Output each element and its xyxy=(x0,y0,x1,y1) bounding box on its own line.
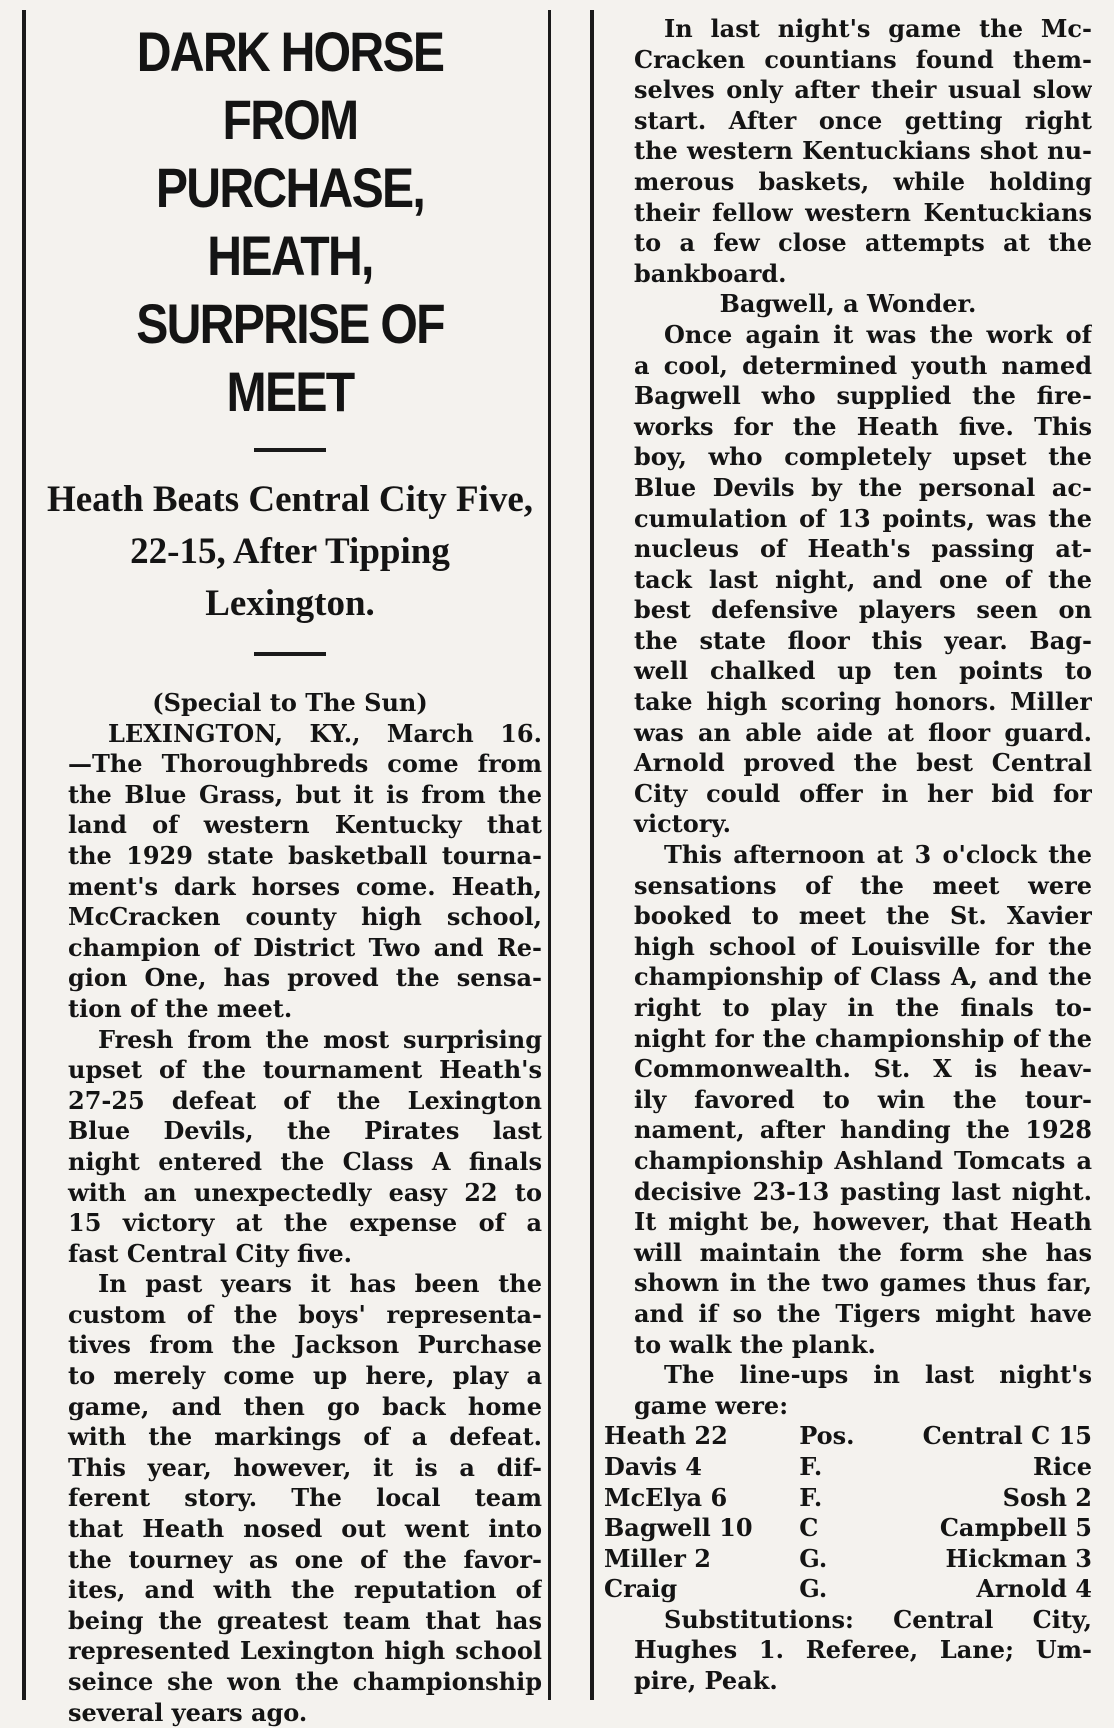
text-line: pire, Peak. xyxy=(634,1666,778,1696)
lineup-cell: Hickman 3 xyxy=(945,1543,1092,1573)
lineup-header-row xyxy=(604,1421,1092,1452)
text-line: take high scoring honors. Miller xyxy=(634,687,1092,717)
text-line: ment's dark horses come. Heath, xyxy=(68,871,542,901)
left-column xyxy=(38,18,542,1728)
text-line: with the markings of a defeat. xyxy=(68,1422,542,1452)
subhead xyxy=(38,474,542,630)
paragraph xyxy=(38,1269,542,1728)
text-line: City could offer in her bid for xyxy=(634,778,1092,808)
text-line: Blue Devils by the personal ac- xyxy=(634,472,1092,502)
center-rule-left xyxy=(548,10,551,1700)
text-line: fast Central City five. xyxy=(68,1238,353,1268)
text-line: —The Thoroughbreds come from xyxy=(68,749,542,779)
headline-line: PURCHASE, HEATH, xyxy=(155,156,425,287)
lineup-cell: F. xyxy=(799,1482,823,1512)
lineup-cell: Central C 15 xyxy=(922,1421,1092,1451)
text-line: 15 victory at the expense of a xyxy=(68,1208,542,1238)
subhead-line: Heath Beats Central City Five, xyxy=(46,479,534,520)
lineup-row xyxy=(604,1452,1092,1483)
right-body xyxy=(604,14,1092,1697)
right-paragraphs-2 xyxy=(604,320,1092,1421)
lineup-cell: F. xyxy=(799,1451,823,1481)
text-line: several years ago. xyxy=(68,1697,308,1727)
right-paragraphs xyxy=(604,14,1092,289)
text-line: game, and then go back home xyxy=(68,1391,542,1421)
text-line: victory. xyxy=(634,809,731,839)
text-line: best defensive players seen on xyxy=(634,595,1092,625)
text-line: 27-25 defeat of the Lexington xyxy=(68,1085,542,1115)
text-line: decisive 23-13 pasting last night. xyxy=(634,1176,1092,1206)
closing-paragraph xyxy=(604,1605,1092,1697)
center-rule-right xyxy=(590,10,594,1700)
text-line: Arnold proved the best Central xyxy=(634,748,1092,778)
divider xyxy=(254,448,326,452)
text-line: their fellow western Kentuckians xyxy=(634,197,1092,227)
lineup-cell: G. xyxy=(799,1574,828,1604)
text-line: In past years it has been the xyxy=(98,1269,542,1299)
text-line: to a few close attempts at the xyxy=(634,228,1092,258)
lineup-cell: Bagwell 10 xyxy=(604,1513,753,1543)
text-line: championship of Class A, and the xyxy=(634,962,1092,992)
text-line: that Heath nosed out went into xyxy=(68,1514,542,1544)
text-line: ily favored to win the tour- xyxy=(634,1084,1092,1114)
text-line: tives from the Jackson Purchase xyxy=(68,1330,542,1360)
lineup-row xyxy=(604,1513,1092,1544)
text-line: Bagwell who supplied the fire- xyxy=(634,381,1092,411)
text-line: upset of the tournament Heath's xyxy=(68,1055,542,1085)
section-subtitle: Bagwell, a Wonder. xyxy=(719,289,977,319)
right-column xyxy=(604,14,1092,1697)
paragraph xyxy=(38,1025,542,1270)
text-line: shown in the two games thus far, xyxy=(634,1268,1092,1298)
lineup-cell: Rice xyxy=(1033,1451,1092,1481)
text-line: game were: xyxy=(634,1390,789,1420)
text-line: start. After once getting right xyxy=(634,105,1092,135)
text-line: the western Kentuckians shot nu- xyxy=(634,136,1092,166)
lineup-row xyxy=(604,1483,1092,1514)
text-line: Commonwealth. St. X is heav- xyxy=(634,1054,1092,1084)
subhead-line: 22-15, After Tipping xyxy=(130,531,450,572)
text-line: Cracken countians found them- xyxy=(634,44,1092,74)
text-line: This year, however, it is a dif- xyxy=(68,1452,542,1482)
text-line: being the greatest team that has xyxy=(68,1605,542,1635)
text-line: nament, after handing the 1928 xyxy=(634,1115,1092,1145)
lineup-cell: Arnold 4 xyxy=(976,1574,1092,1604)
paragraph xyxy=(604,1360,1092,1421)
text-line: cumulation of 13 points, was the xyxy=(634,503,1092,533)
text-line: land of western Kentucky that xyxy=(68,810,542,840)
text-line: McCracken county high school, xyxy=(68,902,542,932)
text-line: merous baskets, while holding xyxy=(634,166,1092,196)
text-line: the 1929 state basketball tourna- xyxy=(68,840,542,870)
text-line: Hughes 1. Referee, Lane; Um- xyxy=(634,1635,1092,1665)
paragraph xyxy=(604,320,1092,840)
lineup-cell: Pos. xyxy=(799,1421,855,1451)
lineup-cell: Heath 22 xyxy=(604,1421,728,1451)
lineup-cell: Craig xyxy=(604,1574,678,1604)
text-line: selves only after their usual slow xyxy=(634,75,1092,105)
lineup-row xyxy=(604,1574,1092,1605)
text-line: gion One, has proved the sensa- xyxy=(68,963,542,993)
text-line: sensations of the meet were xyxy=(634,870,1092,900)
text-line: This afternoon at 3 o'clock the xyxy=(664,840,1092,870)
text-line: was an able aide at floor guard. xyxy=(634,717,1092,747)
headline-line: SURPRISE OF MEET xyxy=(136,292,444,423)
text-line: It might be, however, that Heath xyxy=(634,1207,1092,1237)
text-line: night entered the Class A finals xyxy=(68,1146,542,1176)
text-line: Substitutions: Central City, xyxy=(664,1604,1092,1634)
divider xyxy=(254,652,326,656)
lineup-cell: Sosh 2 xyxy=(1002,1482,1092,1512)
text-line: LEXINGTON, KY., March 16. xyxy=(108,718,542,748)
text-line: Blue Devils, the Pirates last xyxy=(68,1116,542,1146)
paragraph xyxy=(604,840,1092,1360)
lineup-cell: C xyxy=(799,1513,819,1543)
text-line: with an unexpectedly easy 22 to xyxy=(68,1177,542,1207)
headline xyxy=(73,18,506,426)
text-line: ferent story. The local team xyxy=(68,1483,542,1513)
paragraph xyxy=(604,14,1092,289)
text-line: boy, who completely upset the xyxy=(634,442,1092,472)
text-line: ites, and with the reputation of xyxy=(68,1575,542,1605)
lineup-table xyxy=(604,1421,1092,1605)
text-line: Fresh from the most surprising xyxy=(98,1024,542,1054)
text-line: In last night's game the Mc- xyxy=(664,14,1092,43)
text-line: high school of Louisville for the xyxy=(634,931,1092,961)
left-body xyxy=(38,688,542,1728)
text-line: night for the championship of the xyxy=(634,1023,1092,1053)
paragraph xyxy=(604,1605,1092,1697)
text-line: championship Ashland Tomcats a xyxy=(634,1145,1092,1175)
text-line: champion of District Two and Re- xyxy=(68,932,542,962)
text-line: the Blue Grass, but it is from the xyxy=(68,779,542,809)
paragraph xyxy=(38,719,542,1025)
text-line: nucleus of Heath's passing at- xyxy=(634,534,1092,564)
lineup-cell: McElya 6 xyxy=(604,1482,728,1512)
text-line: works for the Heath five. This xyxy=(634,411,1092,441)
text-line: tion of the meet. xyxy=(68,993,293,1023)
text-line: well chalked up ten points to xyxy=(634,656,1092,686)
text-line: seince she won the championship xyxy=(68,1667,542,1696)
text-line: a cool, determined youth named xyxy=(634,350,1092,380)
left-outer-rule xyxy=(22,10,26,1700)
lineup-cell: Davis 4 xyxy=(604,1451,702,1481)
lineup-cell: Campbell 5 xyxy=(939,1513,1092,1543)
byline: (Special to The Sun) xyxy=(152,688,428,717)
text-line: tack last night, and one of the xyxy=(634,564,1092,594)
text-line: right to play in the finals to- xyxy=(634,993,1092,1022)
headline-line: DARK HORSE FROM xyxy=(136,20,444,151)
text-line: to walk the plank. xyxy=(634,1329,876,1359)
text-line: will maintain the form she has xyxy=(634,1237,1092,1267)
text-line: and if so the Tigers might have xyxy=(634,1298,1092,1328)
left-paragraphs xyxy=(38,719,542,1728)
lineup-cell: Miller 2 xyxy=(604,1543,711,1573)
text-line: represented Lexington high school xyxy=(68,1636,542,1666)
text-line: booked to meet the St. Xavier xyxy=(634,901,1092,931)
lineup-row xyxy=(604,1544,1092,1575)
text-line: custom of the boys' representa- xyxy=(68,1299,542,1329)
subhead-line: Lexington. xyxy=(205,583,375,624)
text-line: to merely come up here, play a xyxy=(68,1361,542,1391)
text-line: the tourney as one of the favor- xyxy=(68,1544,542,1574)
text-line: Once again it was the work of xyxy=(664,319,1092,349)
text-line: bankboard. xyxy=(634,258,787,288)
text-line: The line-ups in last night's xyxy=(664,1360,1092,1390)
text-line: the state floor this year. Bag- xyxy=(634,625,1092,655)
lineup-cell: G. xyxy=(799,1543,828,1573)
